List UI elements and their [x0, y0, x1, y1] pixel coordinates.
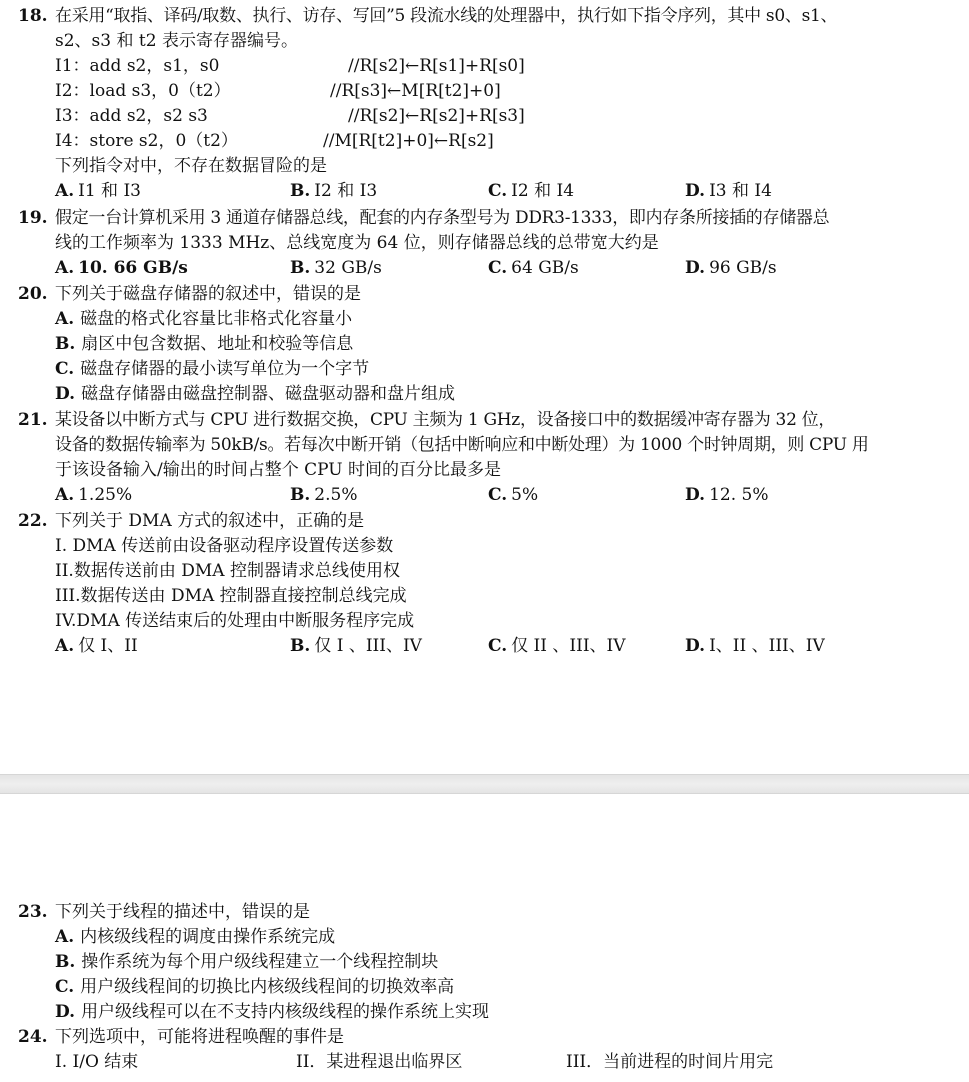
statement: II．某进程退出临界区: [296, 1052, 463, 1072]
option-label: B.: [290, 485, 311, 505]
question-stem-continued: 于该设备输入/输出的时间占整个 CPU 时间的百分比最多是: [55, 460, 502, 480]
question-stem-continued: s2、s3 和 t2 表示寄存器编号。: [55, 31, 298, 51]
option-d[interactable]: [685, 179, 772, 204]
option-d[interactable]: [685, 256, 777, 281]
choice-label: C.: [55, 977, 75, 997]
question-number: 19.: [18, 208, 48, 228]
instruction-code: I4：store s2，0（t2）: [55, 131, 238, 151]
option-text: I2 和 I4: [511, 181, 575, 201]
option-label: C.: [488, 258, 508, 278]
page-bottom: [0, 794, 969, 1082]
choice-text: 内核级线程的调度由操作系统完成: [80, 927, 336, 947]
option-b[interactable]: [290, 634, 422, 659]
question-23: [18, 900, 955, 1025]
option-text: 仅 I、II: [78, 636, 138, 656]
question-number: 24.: [18, 1027, 48, 1047]
option-label: D.: [685, 258, 706, 278]
question-21: [18, 408, 955, 508]
statement: III．当前进程的时间片用完: [566, 1052, 774, 1072]
option-text: 12. 5%: [709, 485, 769, 505]
option-label: C.: [488, 636, 508, 656]
choice-d[interactable]: [18, 382, 955, 407]
option-c[interactable]: [488, 483, 538, 508]
option-label: C.: [488, 485, 508, 505]
question-stem: 假定一台计算机采用 3 通道存储器总线，配套的内存条型号为 DDR3-1333，即内存条所接插的存储器总: [55, 208, 830, 228]
instruction-comment: //R[s2]←R[s2]+R[s3]: [348, 106, 525, 126]
question-stem: 下列关于磁盘存储器的叙述中，错误的是: [55, 284, 361, 304]
option-label: B.: [290, 181, 311, 201]
option-c[interactable]: [488, 634, 626, 659]
instruction-code: I1：add s2，s1，s0: [55, 56, 220, 76]
option-a[interactable]: [55, 256, 192, 281]
choice-label: A.: [55, 309, 75, 329]
option-label: D.: [685, 485, 706, 505]
question-22: [18, 509, 955, 659]
choice-label: B.: [55, 952, 76, 972]
choice-d[interactable]: [18, 1000, 955, 1025]
question-20: [18, 282, 955, 407]
option-c[interactable]: [488, 256, 579, 281]
instruction-row: [18, 129, 955, 154]
choice-c[interactable]: [18, 975, 955, 1000]
statement: I. DMA 传送前由设备驱动程序设置传送参数: [55, 536, 394, 556]
choice-text: 磁盘存储器由磁盘控制器、磁盘驱动器和盘片组成: [81, 384, 456, 404]
option-text: I、II 、III、IV: [709, 636, 825, 656]
question-stem: 在采用“取指、译码/取数、执行、访存、写回”5 段流水线的处理器中，执行如下指令序列，其中 s0、s1、: [55, 6, 838, 26]
question-number: 23.: [18, 902, 48, 922]
question-19: [18, 206, 955, 281]
question-number: 18.: [18, 6, 48, 26]
question-stem: 某设备以中断方式与 CPU 进行数据交换，CPU 主频为 1 GHz，设备接口中的数据缓冲寄存器为 32 位，: [55, 410, 836, 430]
statement: IV.DMA 传送结束后的处理由中断服务程序完成: [55, 611, 415, 631]
choice-text: 磁盘的格式化容量比非格式化容量小: [80, 309, 353, 329]
option-text: 5%: [511, 485, 539, 505]
choice-a[interactable]: [18, 307, 955, 332]
statement: II.数据传送前由 DMA 控制器请求总线使用权: [55, 561, 400, 581]
option-label: D.: [685, 636, 706, 656]
question-number: 21.: [18, 410, 48, 430]
choice-text: 用户级线程可以在不支持内核级线程的操作系统上实现: [81, 1002, 490, 1022]
option-label: B.: [290, 258, 311, 278]
instruction-comment: //R[s2]←R[s1]+R[s0]: [348, 56, 525, 76]
option-text: 1.25%: [78, 485, 133, 505]
option-d[interactable]: [685, 483, 768, 508]
option-b[interactable]: [290, 483, 358, 508]
page-separator: [0, 774, 969, 794]
question-stem: 下列关于 DMA 方式的叙述中，正确的是: [55, 511, 365, 531]
choice-label: D.: [55, 384, 76, 404]
option-d[interactable]: [685, 634, 825, 659]
option-text: 2.5%: [314, 485, 358, 505]
option-text: 32 GB/s: [314, 258, 382, 278]
option-label: A.: [55, 636, 75, 656]
option-text: I2 和 I3: [314, 181, 378, 201]
option-b[interactable]: [290, 256, 382, 281]
option-text: 仅 II 、III、IV: [511, 636, 626, 656]
choice-label: D.: [55, 1002, 76, 1022]
question-stem-continued: 设备的数据传输率为 50kB/s。若每次中断开销（包括中断响应和中断处理）为 1000 个时钟周期，则 CPU 用: [55, 435, 869, 455]
instruction-comment: //M[R[t2]+0]←R[s2]: [323, 131, 494, 151]
option-text: I1 和 I3: [78, 181, 141, 201]
option-label: B.: [290, 636, 311, 656]
statement: I. I/O 结束: [55, 1052, 139, 1072]
instruction-code: I3：add s2，s2 s3: [55, 106, 208, 126]
choice-c[interactable]: [18, 357, 955, 382]
question-number: 20.: [18, 284, 48, 304]
choice-label: A.: [55, 927, 75, 947]
choice-b[interactable]: [18, 332, 955, 357]
option-c[interactable]: [488, 179, 574, 204]
option-label: D.: [685, 181, 706, 201]
instruction-row: [18, 54, 955, 79]
option-label: C.: [488, 181, 508, 201]
question-stem-continued: 线的工作频率为 1333 MHz、总线宽度为 64 位，则存储器总线的总带宽大约是: [55, 233, 659, 253]
option-row: [18, 634, 955, 659]
statement-row: [18, 1050, 955, 1075]
question-stem: 下列关于线程的描述中，错误的是: [55, 902, 310, 922]
choice-text: 磁盘存储器的最小读写单位为一个字节: [80, 359, 370, 379]
question-stem: 下列选项中，可能将进程唤醒的事件是: [55, 1027, 344, 1047]
option-label: A.: [55, 181, 75, 201]
instruction-row: [18, 79, 955, 104]
option-row: [18, 256, 955, 281]
choice-b[interactable]: [18, 950, 955, 975]
question-number: 22.: [18, 511, 48, 531]
option-label: A.: [55, 258, 75, 278]
choice-text: 用户级线程间的切换比内核级线程间的切换效率高: [80, 977, 455, 997]
instruction-comment: //R[s3]←M[R[t2]+0]: [330, 81, 501, 101]
choice-a[interactable]: [18, 925, 955, 950]
choice-text: 扇区中包含数据、地址和校验等信息: [81, 334, 354, 354]
statement: III.数据传送由 DMA 控制器直接控制总线完成: [55, 586, 407, 606]
option-a[interactable]: [55, 179, 141, 204]
option-row: [18, 483, 955, 508]
option-text: 10. 66 GB/s: [78, 258, 188, 278]
question-18: [18, 4, 955, 204]
option-text: I3 和 I4: [709, 181, 772, 201]
option-text: 仅 I 、III、IV: [314, 636, 422, 656]
choice-label: B.: [55, 334, 76, 354]
option-text: 64 GB/s: [511, 258, 579, 278]
question-24: [18, 1025, 955, 1075]
choice-label: C.: [55, 359, 75, 379]
question-prompt: 下列指令对中，不存在数据冒险的是: [55, 156, 327, 176]
option-a[interactable]: [55, 483, 132, 508]
option-text: 96 GB/s: [709, 258, 777, 278]
instruction-code: I2：load s3，0（t2）: [55, 81, 231, 101]
choice-text: 操作系统为每个用户级线程建立一个线程控制块: [81, 952, 439, 972]
option-a[interactable]: [55, 634, 138, 659]
option-b[interactable]: [290, 179, 377, 204]
instruction-row: [18, 104, 955, 129]
option-label: A.: [55, 485, 75, 505]
option-row: [18, 179, 955, 204]
